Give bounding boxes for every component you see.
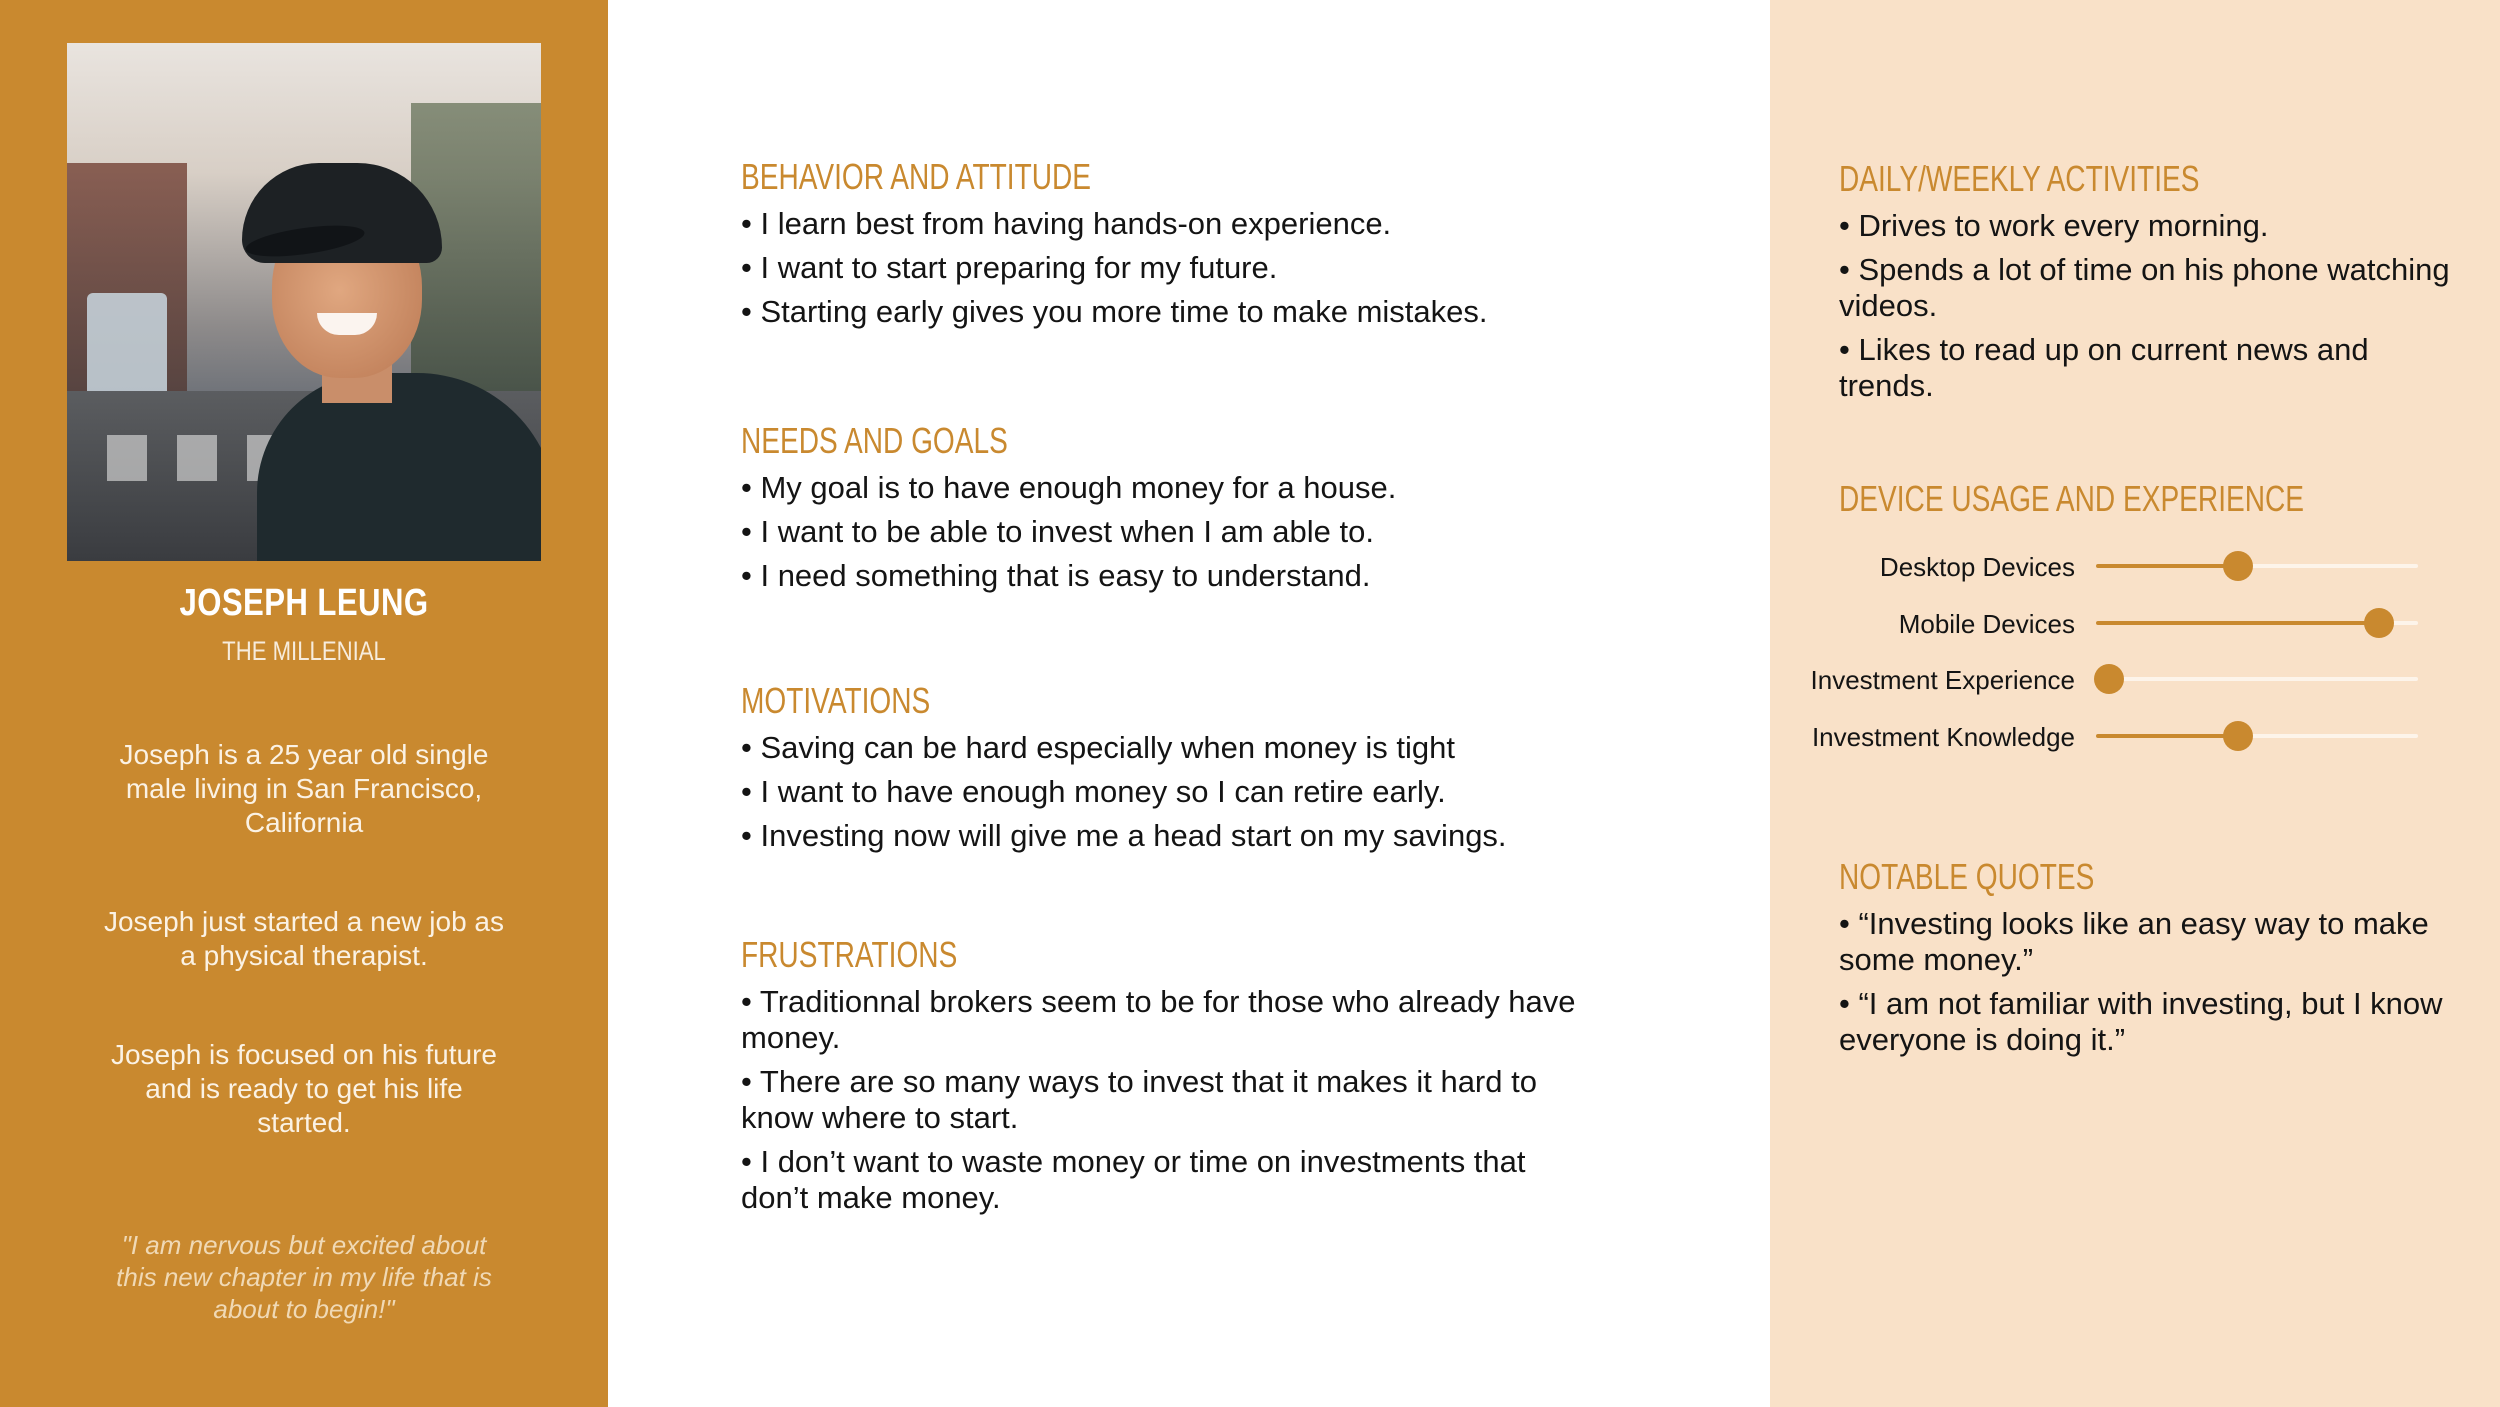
persona-quote: "I am nervous but excited about this new chapter in my life that is about to begin!" (116, 1230, 492, 1324)
activities-list (1839, 208, 2459, 412)
needs-item: • My goal is to have enough money for a house. (741, 470, 1601, 506)
frustrations-title: FRUSTRATIONS (741, 934, 958, 975)
persona-bio-2: Joseph just started a new job as a physical therapist. (103, 906, 504, 971)
quotes-title: NOTABLE QUOTES (1839, 856, 2095, 897)
activities-item: • Spends a lot of time on his phone watching videos. (1839, 252, 2459, 324)
device-bar-knob (2223, 551, 2253, 581)
behavior-list (741, 206, 1601, 338)
behavior-item: • I learn best from having hands-on experience. (741, 206, 1601, 242)
activities-item: • Likes to read up on current news and trends. (1839, 332, 2459, 404)
frustrations-item: • Traditionnal brokers seem to be for those who already have money. (741, 984, 1601, 1056)
motivations-title: MOTIVATIONS (741, 680, 931, 721)
device-bar-fill (2096, 734, 2238, 738)
device-bar-track (2096, 564, 2418, 568)
device-bar-label: Mobile Devices (1898, 609, 2075, 639)
behavior-item: • Starting early gives you more time to make mistakes. (741, 294, 1601, 330)
device-bar-track (2096, 677, 2418, 681)
needs-list (741, 470, 1601, 602)
motivations-item: • Saving can be hard especially when money is tight (741, 730, 1601, 766)
quotes-item: • “I am not familiar with investing, but I know everyone is doing it.” (1839, 986, 2459, 1058)
device-bar-track (2096, 734, 2418, 738)
persona-name: JOSEPH LEUNG (179, 582, 429, 624)
device-bar-label: Investment Knowledge (1811, 722, 2075, 752)
behavior-title: BEHAVIOR AND ATTITUDE (741, 156, 1092, 197)
persona-bio-3: Joseph is focused on his future and is ready to get his life started. (110, 1039, 497, 1138)
frustrations-item: • There are so many ways to invest that it makes it hard to know where to start. (741, 1064, 1601, 1136)
frustrations-item: • I don’t want to waste money or time on investments that don’t make money. (741, 1144, 1601, 1216)
persona-bio-1: Joseph is a 25 year old single male living in San Francisco, California (119, 739, 489, 838)
motivations-item: • Investing now will give me a head start on my savings. (741, 818, 1601, 854)
device-bar-knob (2094, 664, 2124, 694)
persona-role: THE MILLENIAL (222, 636, 386, 666)
needs-item: • I want to be able to invest when I am able to. (741, 514, 1601, 550)
persona-photo (67, 43, 541, 561)
needs-title: NEEDS AND GOALS (741, 420, 1008, 461)
device-bar-label: Desktop Devices (1879, 552, 2075, 582)
device-bar-knob (2223, 721, 2253, 751)
behavior-item: • I want to start preparing for my future. (741, 250, 1601, 286)
activities-title: DAILY/WEEKLY ACTIVITIES (1839, 158, 2200, 199)
needs-item: • I need something that is easy to understand. (741, 558, 1601, 594)
frustrations-list (741, 984, 1601, 1224)
device-bar-fill (2096, 564, 2238, 568)
persona-sidebar (0, 0, 608, 1407)
motivations-list (741, 730, 1601, 862)
device-usage-title: DEVICE USAGE AND EXPERIENCE (1839, 478, 2305, 519)
motivations-item: • I want to have enough money so I can retire early. (741, 774, 1601, 810)
quotes-list (1839, 906, 2459, 1066)
activities-item: • Drives to work every morning. (1839, 208, 2459, 244)
device-bar-fill (2096, 621, 2379, 625)
device-bar-label: Investment Experience (1810, 665, 2075, 695)
device-bar-track (2096, 621, 2418, 625)
quotes-item: • “Investing looks like an easy way to make some money.” (1839, 906, 2459, 978)
